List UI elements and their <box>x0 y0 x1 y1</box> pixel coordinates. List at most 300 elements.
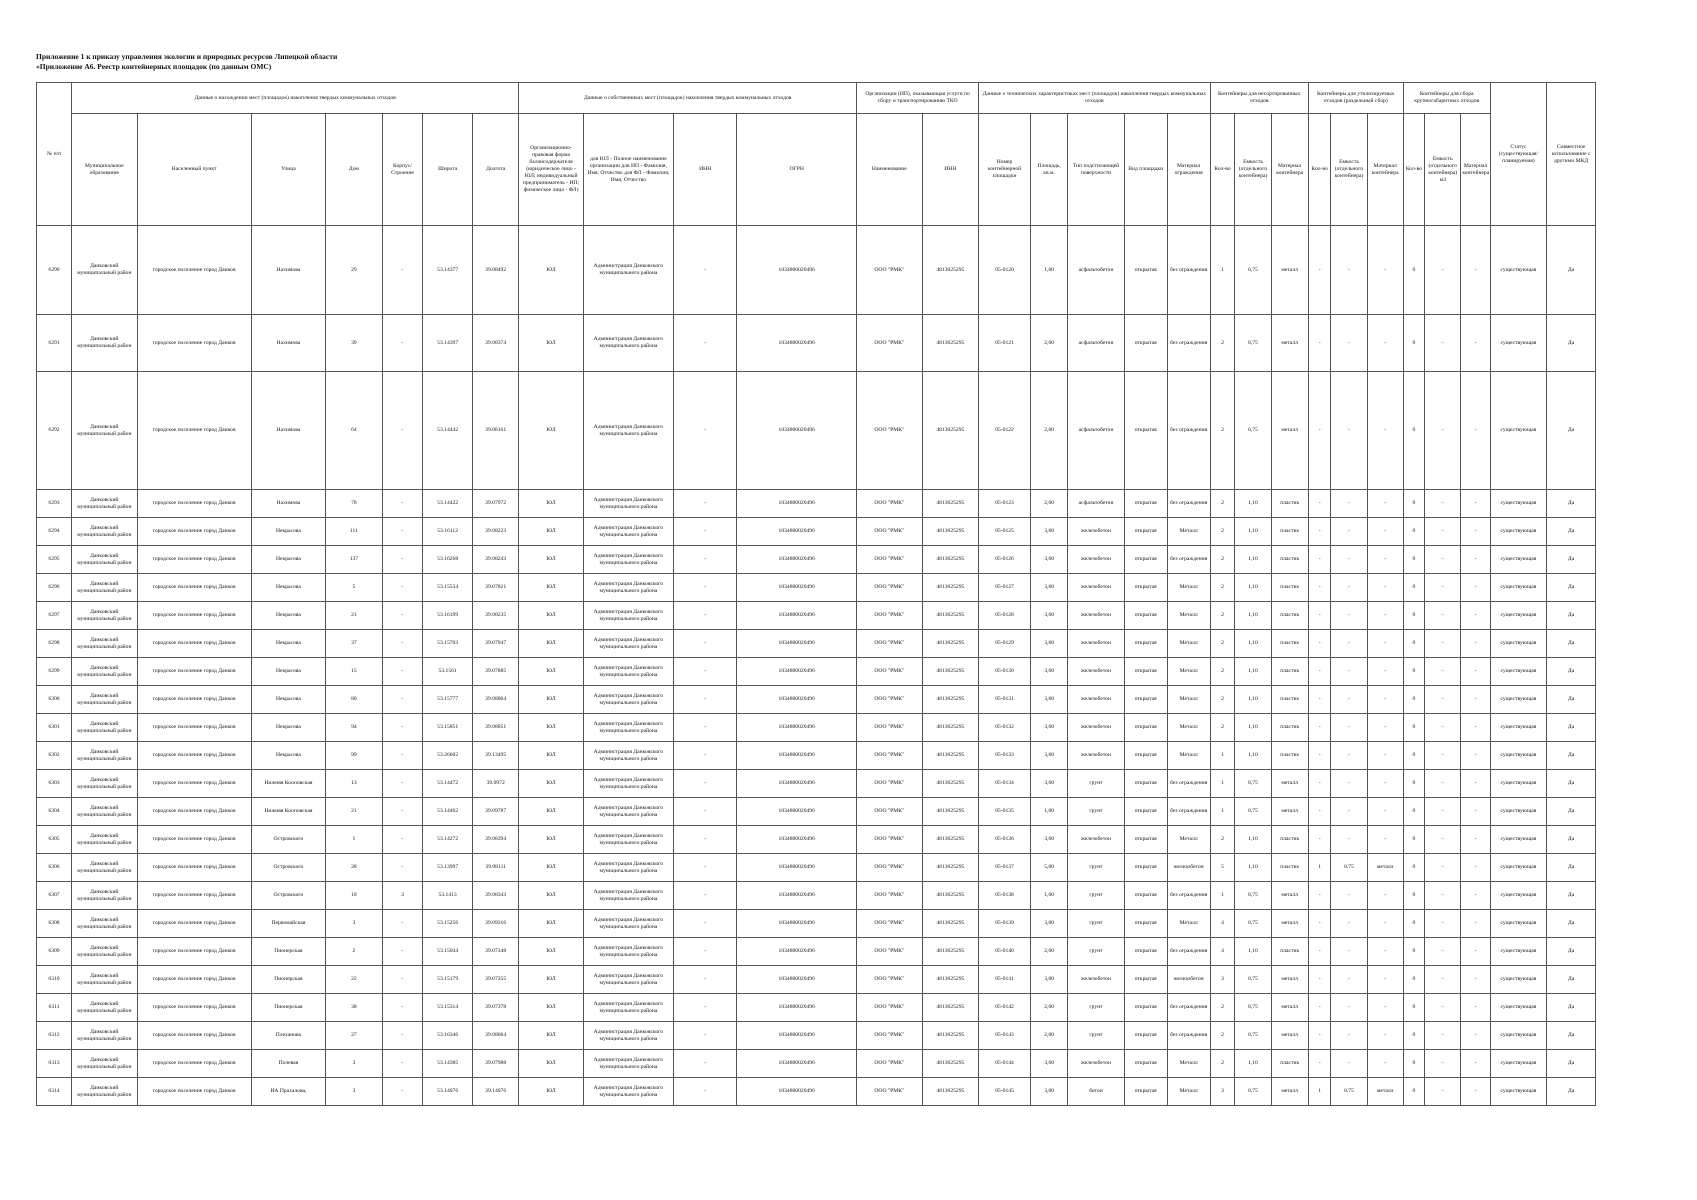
area-cell: 3,60 <box>1031 602 1068 630</box>
legal-form-cell: ЮЛ <box>519 882 583 910</box>
site-number-cell: 05-0137 <box>979 854 1031 882</box>
building-cell: - <box>382 226 423 315</box>
shared-use-cell: Да <box>1547 994 1596 1022</box>
carrier-inn-cell: 4813025295 <box>922 938 978 966</box>
carrier-inn-cell: 4813025295 <box>922 686 978 714</box>
column-header: Тип подстилающей поверхности <box>1068 114 1124 226</box>
latitude-cell: 53.26602 <box>423 742 473 770</box>
house-cell: 3 <box>326 1050 382 1078</box>
bulky-material-cell: - <box>1461 518 1490 546</box>
column-header: Долгота <box>473 114 519 226</box>
bulky-material-cell: - <box>1461 1078 1490 1106</box>
street-cell: ИА Прахалова, <box>251 1078 326 1106</box>
row-number: 6309 <box>37 938 72 966</box>
area-cell: 3,00 <box>1031 1078 1068 1106</box>
unsorted-capacity-cell: 1,10 <box>1235 686 1271 714</box>
recycle-qty-cell: 1 <box>1308 854 1331 882</box>
owner-name-cell: Администрация Данковского муниципального района <box>583 372 673 490</box>
recycle-capacity-cell: - <box>1331 226 1367 315</box>
surface-type-cell: асфальтобетон <box>1068 490 1124 518</box>
settlement-cell: городское поселение город Данков <box>137 910 251 938</box>
unsorted-qty-cell: 1 <box>1210 742 1235 770</box>
shared-use-cell: Да <box>1547 1050 1596 1078</box>
unsorted-material-cell: пластик <box>1271 518 1308 546</box>
house-cell: 1 <box>326 826 382 854</box>
recycle-material-cell: - <box>1367 770 1403 798</box>
carrier-name-cell: ООО "РМК" <box>857 714 923 742</box>
legal-form-cell: ЮЛ <box>519 910 583 938</box>
shared-use-cell: Да <box>1547 518 1596 546</box>
surface-type-cell: железобетон <box>1068 686 1124 714</box>
unsorted-qty-cell: 2 <box>1210 518 1235 546</box>
settlement-cell: городское поселение город Данков <box>137 742 251 770</box>
site-kind-cell: открытая <box>1124 1050 1167 1078</box>
owner-name-cell: Администрация Данковского муниципального района <box>583 518 673 546</box>
unsorted-qty-cell: 2 <box>1210 546 1235 574</box>
recycle-qty-cell: - <box>1308 1022 1331 1050</box>
owner-name-cell: Администрация Данковского муниципального района <box>583 994 673 1022</box>
unsorted-capacity-cell: 1,10 <box>1235 826 1271 854</box>
bulky-qty-cell: 0 <box>1403 574 1424 602</box>
unsorted-qty-cell: 3 <box>1210 966 1235 994</box>
bulky-qty-cell: 0 <box>1403 854 1424 882</box>
table-row <box>37 630 1596 658</box>
ogrn-cell: 1034800020496 <box>737 658 857 686</box>
house-cell: 21 <box>326 602 382 630</box>
unsorted-qty-cell: 2 <box>1210 574 1235 602</box>
latitude-cell: 53.15703 <box>423 630 473 658</box>
carrier-inn-cell: 4813025295 <box>922 315 978 372</box>
bulky-qty-cell: 0 <box>1403 315 1424 372</box>
column-header: Материал контейнера <box>1367 114 1403 226</box>
settlement-cell: городское поселение город Данков <box>137 490 251 518</box>
latitude-cell: 53.15256 <box>423 910 473 938</box>
recycle-capacity-cell: - <box>1331 966 1367 994</box>
settlement-cell: городское поселение город Данков <box>137 372 251 490</box>
shared-use-cell: Да <box>1547 630 1596 658</box>
fence-material-cell: без ограждения <box>1167 546 1210 574</box>
table-row <box>37 714 1596 742</box>
site-kind-cell: открытая <box>1124 686 1167 714</box>
row-number: 6302 <box>37 742 72 770</box>
recycle-qty-cell: - <box>1308 966 1331 994</box>
carrier-inn-cell: 4813025295 <box>922 994 978 1022</box>
street-cell: Пионерская <box>251 966 326 994</box>
house-cell: 5 <box>326 574 382 602</box>
bulky-material-cell: - <box>1461 546 1490 574</box>
fence-material-cell: без ограждения <box>1167 315 1210 372</box>
site-kind-cell: открытая <box>1124 714 1167 742</box>
legal-form-cell: ЮЛ <box>519 686 583 714</box>
bulky-material-cell: - <box>1461 826 1490 854</box>
building-cell: - <box>382 1078 423 1106</box>
area-cell: 2,00 <box>1031 490 1068 518</box>
bulky-capacity-cell: - <box>1425 770 1461 798</box>
area-cell: 2,00 <box>1031 315 1068 372</box>
street-cell: Некрасова <box>251 658 326 686</box>
owner-inn-cell: - <box>674 826 737 854</box>
table-row <box>37 826 1596 854</box>
building-cell: - <box>382 798 423 826</box>
unsorted-capacity-cell: 0,75 <box>1235 226 1271 315</box>
house-cell: 3 <box>326 910 382 938</box>
table-row <box>37 882 1596 910</box>
recycle-qty-cell: - <box>1308 938 1331 966</box>
recycle-capacity-cell: - <box>1331 372 1367 490</box>
bulky-capacity-cell: - <box>1425 938 1461 966</box>
unsorted-capacity-cell: 1,10 <box>1235 1050 1271 1078</box>
bulky-capacity-cell: - <box>1425 686 1461 714</box>
recycle-capacity-cell: - <box>1331 574 1367 602</box>
bulky-material-cell: - <box>1461 574 1490 602</box>
site-kind-cell: открытая <box>1124 994 1167 1022</box>
carrier-inn-cell: 4813025295 <box>922 1078 978 1106</box>
bulky-capacity-cell: - <box>1425 1078 1461 1106</box>
recycle-material-cell: - <box>1367 714 1403 742</box>
row-number: 6301 <box>37 714 72 742</box>
surface-type-cell: железобетон <box>1068 826 1124 854</box>
carrier-name-cell: ООО "РМК" <box>857 966 923 994</box>
owner-name-cell: Администрация Данковского муниципального района <box>583 574 673 602</box>
shared-use-cell: Да <box>1547 854 1596 882</box>
house-cell: 99 <box>326 742 382 770</box>
house-cell: 13 <box>326 770 382 798</box>
settlement-cell: городское поселение город Данков <box>137 966 251 994</box>
owner-inn-cell: - <box>674 798 737 826</box>
table-row <box>37 226 1596 315</box>
shared-use-cell: Да <box>1547 882 1596 910</box>
bulky-qty-cell: 0 <box>1403 742 1424 770</box>
longitude-cell: 39.08111 <box>473 854 519 882</box>
street-cell: Некрасова <box>251 574 326 602</box>
building-cell: - <box>382 574 423 602</box>
recycle-material-cell: - <box>1367 518 1403 546</box>
legal-form-cell: ЮЛ <box>519 826 583 854</box>
bulky-material-cell: - <box>1461 602 1490 630</box>
legal-form-cell: ЮЛ <box>519 938 583 966</box>
shared-use-cell: Да <box>1547 938 1596 966</box>
carrier-name-cell: ООО "РМК" <box>857 994 923 1022</box>
column-header: Кол-во <box>1403 114 1424 226</box>
site-number-cell: 05-0132 <box>979 714 1031 742</box>
bulky-capacity-cell: - <box>1425 1050 1461 1078</box>
latitude-cell: 53.14472 <box>423 770 473 798</box>
fence-material-cell: Металл <box>1167 910 1210 938</box>
surface-type-cell: грунт <box>1068 938 1124 966</box>
row-number: 6310 <box>37 966 72 994</box>
latitude-cell: 53.14076 <box>423 1078 473 1106</box>
site-number-cell: 05-0121 <box>979 315 1031 372</box>
ogrn-cell: 1034800020496 <box>737 372 857 490</box>
area-cell: 3,60 <box>1031 630 1068 658</box>
owner-name-cell: Администрация Данковского муниципального района <box>583 854 673 882</box>
municipality-cell: Данковский муниципальный район <box>72 770 138 798</box>
table-row <box>37 602 1596 630</box>
carrier-inn-cell: 4813025295 <box>922 882 978 910</box>
carrier-name-cell: ООО "РМК" <box>857 798 923 826</box>
unsorted-qty-cell: 4 <box>1210 938 1235 966</box>
unsorted-material-cell: металл <box>1271 966 1308 994</box>
bulky-capacity-cell: - <box>1425 518 1461 546</box>
building-cell: - <box>382 490 423 518</box>
longitude-cell: 39.07885 <box>473 658 519 686</box>
site-number-cell: 05-0125 <box>979 518 1031 546</box>
legal-form-cell: ЮЛ <box>519 742 583 770</box>
site-number-cell: 05-0141 <box>979 966 1031 994</box>
fence-material-cell: без ограждения <box>1167 490 1210 518</box>
bulky-capacity-cell: - <box>1425 226 1461 315</box>
ogrn-cell: 1034800020496 <box>737 854 857 882</box>
carrier-inn-cell: 4813025295 <box>922 966 978 994</box>
bulky-capacity-cell: - <box>1425 630 1461 658</box>
legal-form-cell: ЮЛ <box>519 226 583 315</box>
bulky-capacity-cell: - <box>1425 315 1461 372</box>
longitude-cell: 39.08394 <box>473 826 519 854</box>
owner-name-cell: Администрация Данковского муниципального района <box>583 966 673 994</box>
recycle-material-cell: - <box>1367 490 1403 518</box>
owner-name-cell: Администрация Данковского муниципального района <box>583 686 673 714</box>
latitude-cell: 53.15851 <box>423 714 473 742</box>
carrier-inn-cell: 4813025295 <box>922 854 978 882</box>
building-cell: - <box>382 315 423 372</box>
shared-use-cell: Да <box>1547 826 1596 854</box>
fence-material-cell: Металл <box>1167 714 1210 742</box>
street-cell: Полевая <box>251 1050 326 1078</box>
shared-use-cell: Да <box>1547 742 1596 770</box>
bulky-material-cell: - <box>1461 770 1490 798</box>
bulky-material-cell: - <box>1461 658 1490 686</box>
owner-inn-cell: - <box>674 742 737 770</box>
heading-line-1: Приложение 1 к приказу управления экологии и природных ресурсов Липецкой области <box>36 52 338 61</box>
municipality-cell: Данковский муниципальный район <box>72 226 138 315</box>
unsorted-qty-cell: 2 <box>1210 1022 1235 1050</box>
settlement-cell: городское поселение город Данков <box>137 630 251 658</box>
recycle-capacity-cell: - <box>1331 742 1367 770</box>
bulky-material-cell: - <box>1461 686 1490 714</box>
header-group-org: Организации (ИП), оказывающая услуги по сбору и транспортированию ТКО <box>857 83 979 114</box>
carrier-name-cell: ООО "РМК" <box>857 630 923 658</box>
bulky-qty-cell: 0 <box>1403 1050 1424 1078</box>
column-header: ИНН <box>674 114 737 226</box>
carrier-name-cell: ООО "РМК" <box>857 938 923 966</box>
street-cell: Некрасова <box>251 686 326 714</box>
municipality-cell: Данковский муниципальный район <box>72 826 138 854</box>
building-cell: - <box>382 546 423 574</box>
ogrn-cell: 1034800020496 <box>737 994 857 1022</box>
area-cell: 3,60 <box>1031 1050 1068 1078</box>
bulky-capacity-cell: - <box>1425 994 1461 1022</box>
recycle-capacity-cell: - <box>1331 714 1367 742</box>
bulky-qty-cell: 0 <box>1403 490 1424 518</box>
owner-name-cell: Администрация Данковского муниципального района <box>583 490 673 518</box>
status-cell: существующая <box>1490 658 1546 686</box>
unsorted-material-cell: пластик <box>1271 1050 1308 1078</box>
carrier-name-cell: ООО "РМК" <box>857 1022 923 1050</box>
status-cell: существующая <box>1490 826 1546 854</box>
owner-inn-cell: - <box>674 490 737 518</box>
site-kind-cell: открытая <box>1124 602 1167 630</box>
row-number: 6290 <box>37 226 72 315</box>
unsorted-capacity-cell: 0,75 <box>1235 1078 1271 1106</box>
building-cell: - <box>382 686 423 714</box>
fence-material-cell: Металл <box>1167 658 1210 686</box>
building-cell: - <box>382 742 423 770</box>
column-header: ОГРН <box>737 114 857 226</box>
street-cell: Нахимова <box>251 226 326 315</box>
status-cell: существующая <box>1490 490 1546 518</box>
table-row <box>37 770 1596 798</box>
status-cell: существующая <box>1490 546 1546 574</box>
row-number: 6296 <box>37 574 72 602</box>
table-row <box>37 742 1596 770</box>
latitude-cell: 53.16346 <box>423 1022 473 1050</box>
bulky-material-cell: - <box>1461 966 1490 994</box>
site-number-cell: 05-0131 <box>979 686 1031 714</box>
unsorted-capacity-cell: 0,75 <box>1235 882 1271 910</box>
shared-use-cell: Да <box>1547 770 1596 798</box>
ogrn-cell: 1034800020496 <box>737 966 857 994</box>
legal-form-cell: ЮЛ <box>519 798 583 826</box>
carrier-inn-cell: 4813025295 <box>922 742 978 770</box>
area-cell: 3,60 <box>1031 546 1068 574</box>
status-cell: существующая <box>1490 938 1546 966</box>
legal-form-cell: ЮЛ <box>519 854 583 882</box>
carrier-name-cell: ООО "РМК" <box>857 372 923 490</box>
surface-type-cell: грунт <box>1068 1022 1124 1050</box>
recycle-material-cell: - <box>1367 315 1403 372</box>
shared-use-cell: Да <box>1547 798 1596 826</box>
owner-inn-cell: - <box>674 910 737 938</box>
latitude-cell: 53.14422 <box>423 490 473 518</box>
recycle-capacity-cell: - <box>1331 658 1367 686</box>
bulky-material-cell: - <box>1461 742 1490 770</box>
legal-form-cell: ЮЛ <box>519 1050 583 1078</box>
bulky-material-cell: - <box>1461 315 1490 372</box>
owner-name-cell: Администрация Данковского муниципального района <box>583 315 673 372</box>
ogrn-cell: 1034800020496 <box>737 490 857 518</box>
area-cell: 5,00 <box>1031 854 1068 882</box>
latitude-cell: 53.16199 <box>423 602 473 630</box>
carrier-name-cell: ООО "РМК" <box>857 882 923 910</box>
surface-type-cell: железобетон <box>1068 658 1124 686</box>
site-number-cell: 05-0138 <box>979 882 1031 910</box>
shared-use-cell: Да <box>1547 714 1596 742</box>
unsorted-capacity-cell: 1,10 <box>1235 938 1271 966</box>
municipality-cell: Данковский муниципальный район <box>72 574 138 602</box>
street-cell: Нахимова <box>251 315 326 372</box>
unsorted-capacity-cell: 0,75 <box>1235 910 1271 938</box>
shared-use-cell: Да <box>1547 910 1596 938</box>
building-cell: - <box>382 1050 423 1078</box>
latitude-cell: 53.14377 <box>423 226 473 315</box>
recycle-material-cell: металл <box>1367 1078 1403 1106</box>
row-number: 6297 <box>37 602 72 630</box>
latitude-cell: 53.16112 <box>423 518 473 546</box>
building-cell: - <box>382 910 423 938</box>
municipality-cell: Данковский муниципальный район <box>72 854 138 882</box>
header-group-location: Данные о нахождении мест (площадок) накопления твердых коммунальных отходов <box>72 83 519 114</box>
surface-type-cell: грунт <box>1068 798 1124 826</box>
table-row <box>37 686 1596 714</box>
bulky-qty-cell: 0 <box>1403 602 1424 630</box>
unsorted-material-cell: металл <box>1271 882 1308 910</box>
carrier-name-cell: ООО "РМК" <box>857 226 923 315</box>
recycle-qty-cell: - <box>1308 490 1331 518</box>
table-row <box>37 910 1596 938</box>
legal-form-cell: ЮЛ <box>519 602 583 630</box>
carrier-name-cell: ООО "РМК" <box>857 742 923 770</box>
recycle-capacity-cell: - <box>1331 518 1367 546</box>
settlement-cell: городское поселение город Данков <box>137 315 251 372</box>
surface-type-cell: асфальтобетон <box>1068 315 1124 372</box>
column-header: Корпус/Строение <box>382 114 423 226</box>
site-kind-cell: открытая <box>1124 315 1167 372</box>
unsorted-material-cell: пластик <box>1271 658 1308 686</box>
bulky-capacity-cell: - <box>1425 602 1461 630</box>
unsorted-material-cell: пластик <box>1271 854 1308 882</box>
site-number-cell: 05-0135 <box>979 798 1031 826</box>
recycle-qty-cell: - <box>1308 882 1331 910</box>
unsorted-qty-cell: 4 <box>1210 910 1235 938</box>
latitude-cell: 53.15777 <box>423 686 473 714</box>
legal-form-cell: ЮЛ <box>519 546 583 574</box>
unsorted-material-cell: пластик <box>1271 630 1308 658</box>
column-header: Дом <box>326 114 382 226</box>
table-row <box>37 315 1596 372</box>
municipality-cell: Данковский муниципальный район <box>72 1022 138 1050</box>
site-kind-cell: открытая <box>1124 966 1167 994</box>
municipality-cell: Данковский муниципальный район <box>72 372 138 490</box>
ogrn-cell: 1034800020496 <box>737 1022 857 1050</box>
unsorted-material-cell: пластик <box>1271 546 1308 574</box>
surface-type-cell: грунт <box>1068 910 1124 938</box>
column-header: Улица <box>251 114 326 226</box>
house-cell: 39 <box>326 315 382 372</box>
surface-type-cell: грунт <box>1068 854 1124 882</box>
unsorted-material-cell: пластик <box>1271 490 1308 518</box>
ogrn-cell: 1034800020496 <box>737 910 857 938</box>
recycle-material-cell: - <box>1367 658 1403 686</box>
ogrn-cell: 1034800020496 <box>737 602 857 630</box>
area-cell: 1,00 <box>1031 798 1068 826</box>
area-cell: 3,60 <box>1031 770 1068 798</box>
street-cell: Нижняя Кооповская <box>251 770 326 798</box>
recycle-material-cell: - <box>1367 686 1403 714</box>
owner-inn-cell: - <box>674 994 737 1022</box>
settlement-cell: городское поселение город Данков <box>137 882 251 910</box>
legal-form-cell: ЮЛ <box>519 372 583 490</box>
recycle-material-cell: - <box>1367 226 1403 315</box>
header-num: № п/п <box>37 83 72 226</box>
unsorted-qty-cell: 1 <box>1210 798 1235 826</box>
status-cell: существующая <box>1490 910 1546 938</box>
unsorted-qty-cell: 2 <box>1210 686 1235 714</box>
site-kind-cell: открытая <box>1124 630 1167 658</box>
unsorted-capacity-cell: 1,10 <box>1235 714 1271 742</box>
street-cell: Некрасова <box>251 518 326 546</box>
column-header: Широта <box>423 114 473 226</box>
owner-name-cell: Администрация Данковского муниципального района <box>583 938 673 966</box>
unsorted-material-cell: металл <box>1271 994 1308 1022</box>
area-cell: 3,00 <box>1031 910 1068 938</box>
latitude-cell: 53.15534 <box>423 574 473 602</box>
recycle-qty-cell: - <box>1308 826 1331 854</box>
table-row <box>37 1050 1596 1078</box>
unsorted-qty-cell: 2 <box>1210 714 1235 742</box>
latitude-cell: 53.14397 <box>423 315 473 372</box>
settlement-cell: городское поселение город Данков <box>137 226 251 315</box>
recycle-material-cell: - <box>1367 742 1403 770</box>
